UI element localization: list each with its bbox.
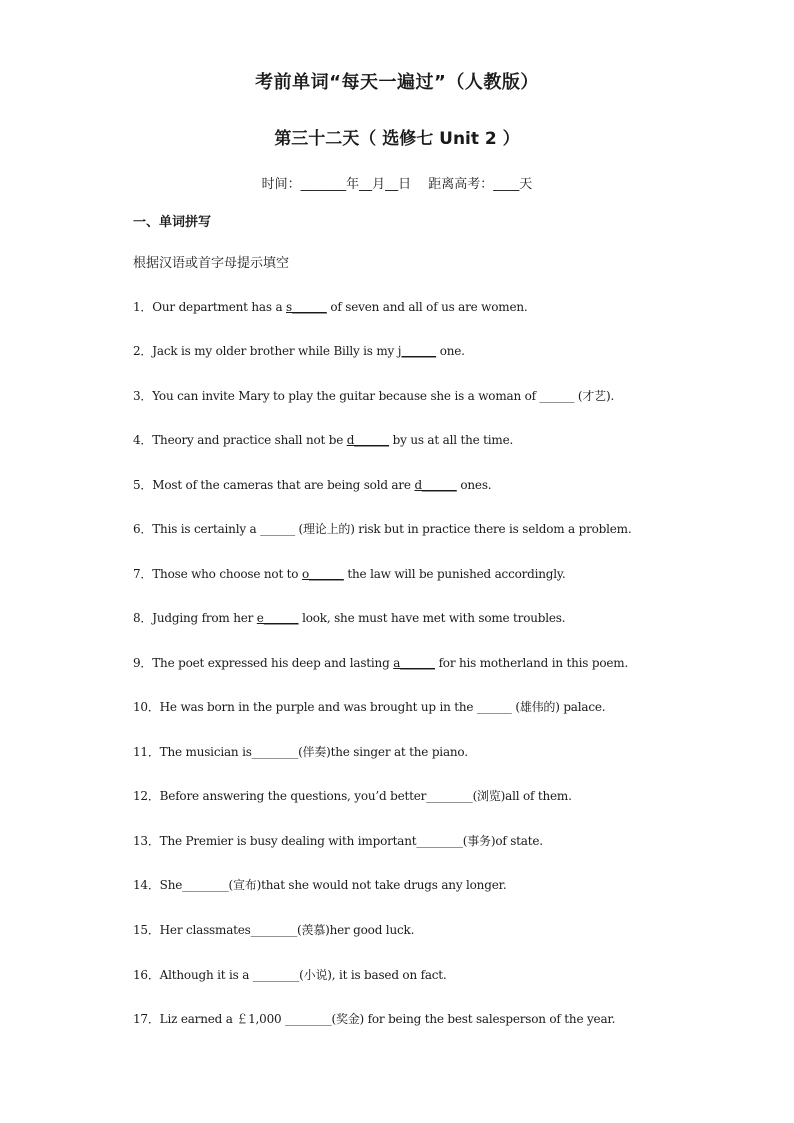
question-item: 8．Judging from her e______ look, she must have met with some troubles.: [133, 611, 566, 625]
question-item: 12．Before answering the questions, you’d better________(浏览)all of them.: [133, 789, 572, 803]
question-item: 10．He was born in the purple and was brought up in the ______ (雄伟的) palace.: [133, 700, 606, 714]
question-item: 15．Her classmates________(羡慕)her good luck.: [133, 923, 415, 937]
answer-blank: e______: [256, 611, 299, 625]
question-item: 7．Those who choose not to o______ the law will be punished accordingly.: [133, 567, 566, 581]
question-item: 3．You can invite Mary to play the guitar because she is a woman of ______ (才艺).: [133, 389, 615, 403]
answer-blank: j______: [397, 344, 437, 358]
question-item: 16．Although it is a ________(小说), it is based on fact.: [133, 968, 447, 982]
answer-blank: a______: [393, 656, 435, 670]
date-line: 时间：_______年__月__日 距离高考：____天: [261, 177, 533, 192]
section-instruction: 根据汉语或首字母提示填空: [133, 256, 290, 271]
question-item: 17．Liz earned a ￡1,000 ________(奖金) for being the best salesperson of the year.: [133, 1012, 616, 1026]
question-item: 1．Our department has a s______ of seven and all of us are women.: [133, 300, 528, 314]
section-heading: 一、单词拼写: [133, 215, 212, 230]
question-item: 14．She________(宣布)that she would not take drugs any longer.: [133, 878, 507, 892]
question-item: 9．The poet expressed his deep and lasting a______ for his motherland in this poem.: [133, 656, 629, 670]
answer-blank: d______: [414, 478, 457, 492]
answer-blank: d______: [346, 433, 390, 447]
page-title: 考前单词“每天一遍过”（人教版）: [255, 72, 539, 93]
question-item: 2．Jack is my older brother while Billy is my j______ one.: [133, 344, 465, 358]
page-subtitle: 第三十二天（ 选修七 Unit 2 ）: [274, 129, 520, 149]
answer-blank: s______: [286, 300, 327, 314]
answer-blank: o______: [301, 567, 344, 581]
question-item: 13．The Premier is busy dealing with important________(事务)of state.: [133, 834, 543, 848]
question-item: 11．The musician is________(伴奏)the singer at the piano.: [133, 745, 468, 759]
question-item: 6．This is certainly a ______ (理论上的) risk but in practice there is seldom a problem.: [133, 522, 632, 536]
question-item: 4．Theory and practice shall not be d______ by us at all the time.: [133, 433, 514, 447]
question-item: 5．Most of the cameras that are being sold are d______ ones.: [133, 478, 492, 492]
